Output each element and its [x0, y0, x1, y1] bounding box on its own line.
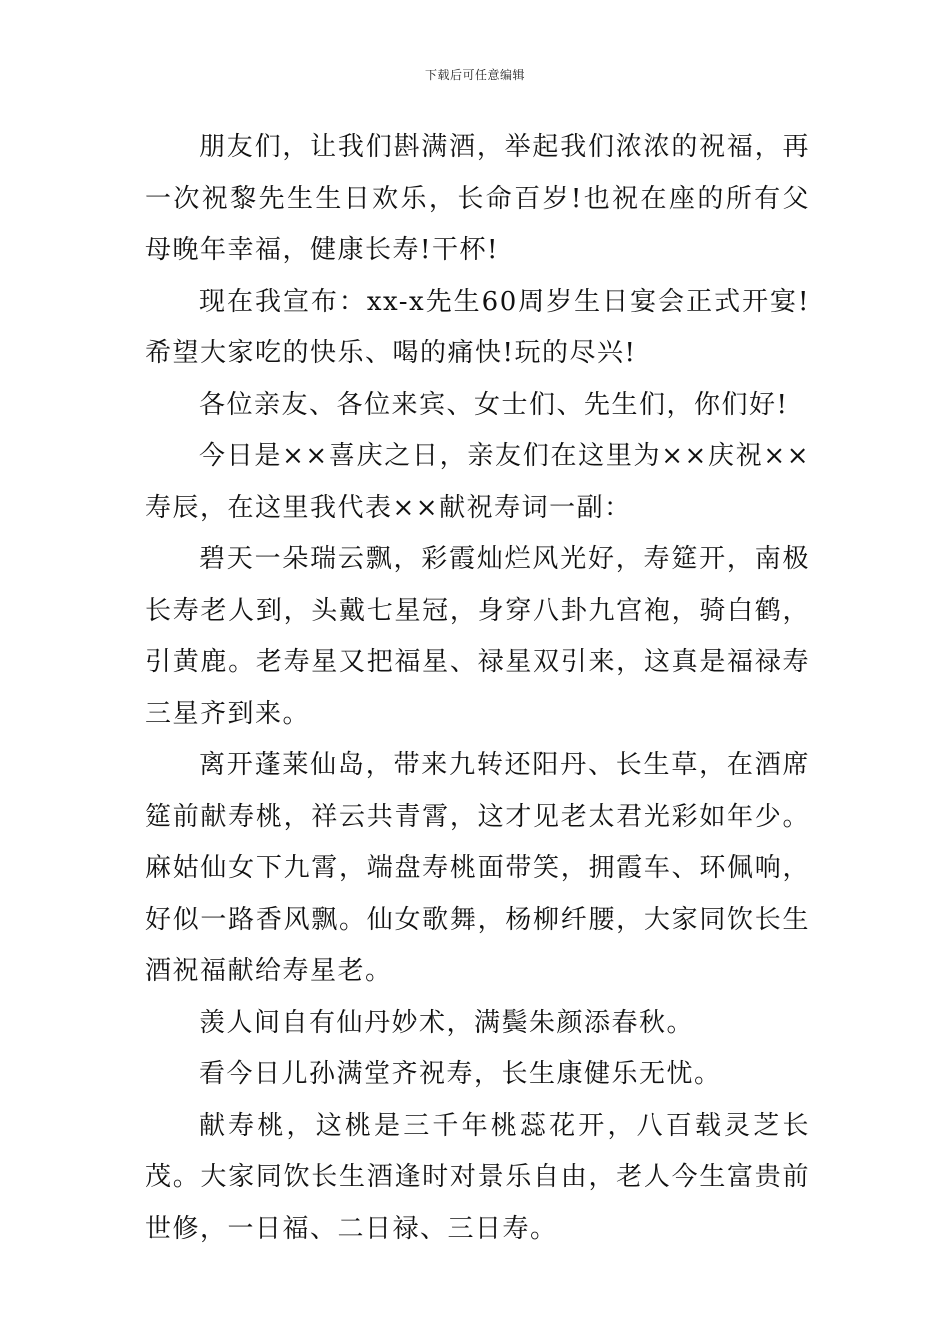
page-header-note: 下载后可任意编辑	[424, 68, 525, 82]
paragraph-verse-1: 羡人间自有仙丹妙术，满鬓朱颜添春秋。	[199, 1007, 695, 1038]
paragraph-blessing-1: 碧天一朵瑞云飘，彩霞灿烂风光好，寿筵开，南极长寿老人到，头戴七星冠，身穿八卦九宫袍，骑白鹤，引黄鹿。老寿星又把福星、禄星双引来，这真是福禄寿三星齐到来。	[145, 544, 810, 729]
paragraph-greeting: 各位亲友、各位来宾、女士们、先生们，你们好!	[199, 389, 789, 420]
paragraph-blessing-2: 离开蓬莱仙岛，带来九转还阳丹、长生草，在酒席筵前献寿桃，祥云共青霄，这才见老太君光彩如年少。麻姑仙女下九霄，端盘寿桃面带笑，拥霞车、环佩响，好似一路香风飘。仙女歌舞，杨柳纤腰，大家同饮长生酒祝福献给寿星老。	[145, 750, 810, 986]
paragraph-verse-2: 看今日儿孙满堂齐祝寿，长生康健乐无忧。	[199, 1059, 722, 1089]
paragraph-peach-offering: 献寿桃，这桃是三千年桃蕊花开，八百载灵芝长茂。大家同饮长生酒逢时对景乐自由，老人今生富贵前世修，一日福、二日禄、三日寿。	[145, 1110, 810, 1244]
paragraph-introduction: 今日是××喜庆之日，亲友们在这里为××庆祝××寿辰，在这里我代表××献祝寿词一副：	[145, 441, 810, 523]
paragraph-toast: 朋友们，让我们斟满酒，举起我们浓浓的祝福，再一次祝黎先生生日欢乐，长命百岁!也祝在座的所有父母晚年幸福，健康长寿!干杯!	[145, 132, 810, 265]
document-body	[145, 122, 810, 1255]
paragraph-announcement: 现在我宣布：xx-x先生60周岁生日宴会正式开宴!希望大家吃的快乐、喝的痛快!玩的尽兴!	[145, 286, 810, 368]
